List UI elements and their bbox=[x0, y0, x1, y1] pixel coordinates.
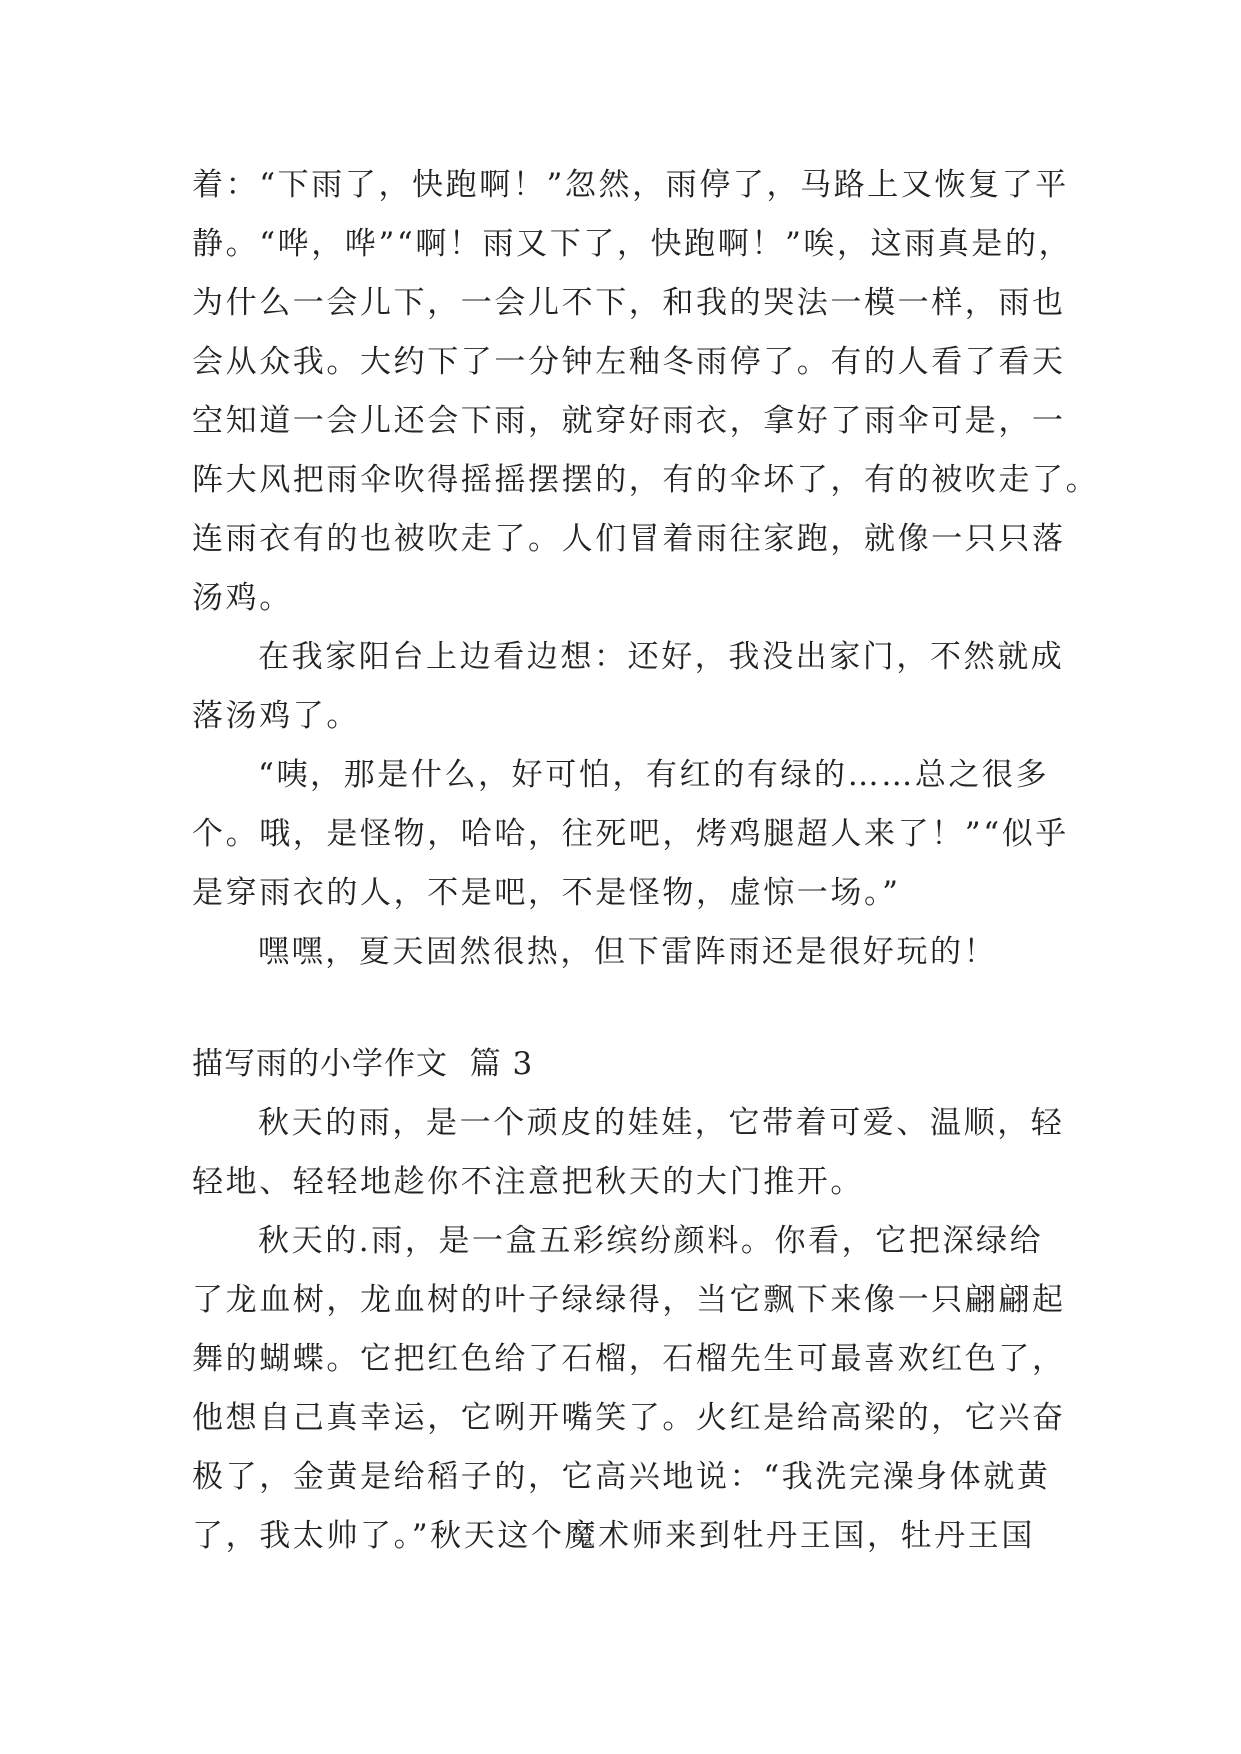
text-line: 他想自己真幸运，它咧开嘴笑了。火红是给高梁的，它兴奋 bbox=[192, 1400, 1066, 1436]
text-line: 了龙血树，龙血树的叶子绿绿得，当它飘下来像一只翩翩起 bbox=[192, 1282, 1066, 1318]
text-line: 静。“哗，哗”“啊！雨又下了，快跑啊！”唉，这雨真是的， bbox=[192, 226, 1073, 262]
text-line: 舞的蝴蝶。它把红色给了石榴，石榴先生可最喜欢红色了， bbox=[192, 1341, 1066, 1377]
text-line: 着：“下雨了，快跑啊！”忽然，雨停了，马路上又恢复了平 bbox=[192, 167, 1069, 203]
text-line: 空知道一会儿还会下雨，就穿好雨衣，拿好了雨伞可是，一 bbox=[192, 403, 1066, 439]
essay-text bbox=[192, 156, 1100, 1566]
text-line: 轻地、轻轻地趁你不注意把秋天的大门推开。 bbox=[192, 1164, 864, 1200]
text-line: 嘿嘿，夏天固然很热，但下雷阵雨还是很好玩的！ bbox=[258, 934, 998, 970]
text-line: “咦，那是什么，好可怕，有红的有绿的……总之很多 bbox=[258, 757, 1050, 793]
section-gap bbox=[192, 982, 1062, 1035]
text-line: 为什么一会儿下，一会儿不下，和我的哭法一模一样，雨也 bbox=[192, 285, 1066, 321]
text-line: 极了，金黄是给稻子的，它高兴地说：“我洗完澡身体就黄 bbox=[192, 1459, 1051, 1495]
text-line: 连雨衣有的也被吹走了。人们冒着雨往家跑，就像一只只落 bbox=[192, 521, 1066, 557]
text-line: 秋天的雨，是一个顽皮的娃娃，它带着可爱、温顺，轻 bbox=[258, 1105, 1065, 1141]
text-line: 会从众我。大约下了一分钟左釉冬雨停了。有的人看了看天 bbox=[192, 344, 1066, 380]
text-line: 了，我太帅了。”秋天这个魔术师来到牡丹王国，牡丹王国 bbox=[192, 1518, 1035, 1554]
paragraph-5 bbox=[192, 1094, 1065, 1212]
paragraph-4 bbox=[192, 923, 1062, 982]
text-line: 汤鸡。 bbox=[192, 580, 293, 616]
paragraph-1 bbox=[192, 156, 1100, 628]
section-heading: 描写雨的小学作文 篇 3 bbox=[192, 1046, 534, 1082]
paragraph-2 bbox=[192, 628, 1065, 746]
text-line: 在我家阳台上边看边想：还好，我没出家门，不然就成 bbox=[258, 639, 1065, 675]
text-line: 是穿雨衣的人，不是吧，不是怪物，虚惊一场。” bbox=[192, 875, 901, 911]
text-line: 个。哦，是怪物，哈哈，往死吧，烤鸡腿超人来了！”“似乎 bbox=[192, 816, 1069, 852]
text-line: 秋天的.雨，是一盒五彩缤纷颜料。你看，它把深绿给 bbox=[258, 1223, 1044, 1259]
text-line: 落汤鸡了。 bbox=[192, 698, 360, 734]
text-line: 阵大风把雨伞吹得摇摇摆摆的，有的伞坏了，有的被吹走了。 bbox=[192, 462, 1100, 498]
paragraph-3 bbox=[192, 746, 1069, 923]
paragraph-6 bbox=[192, 1212, 1066, 1566]
